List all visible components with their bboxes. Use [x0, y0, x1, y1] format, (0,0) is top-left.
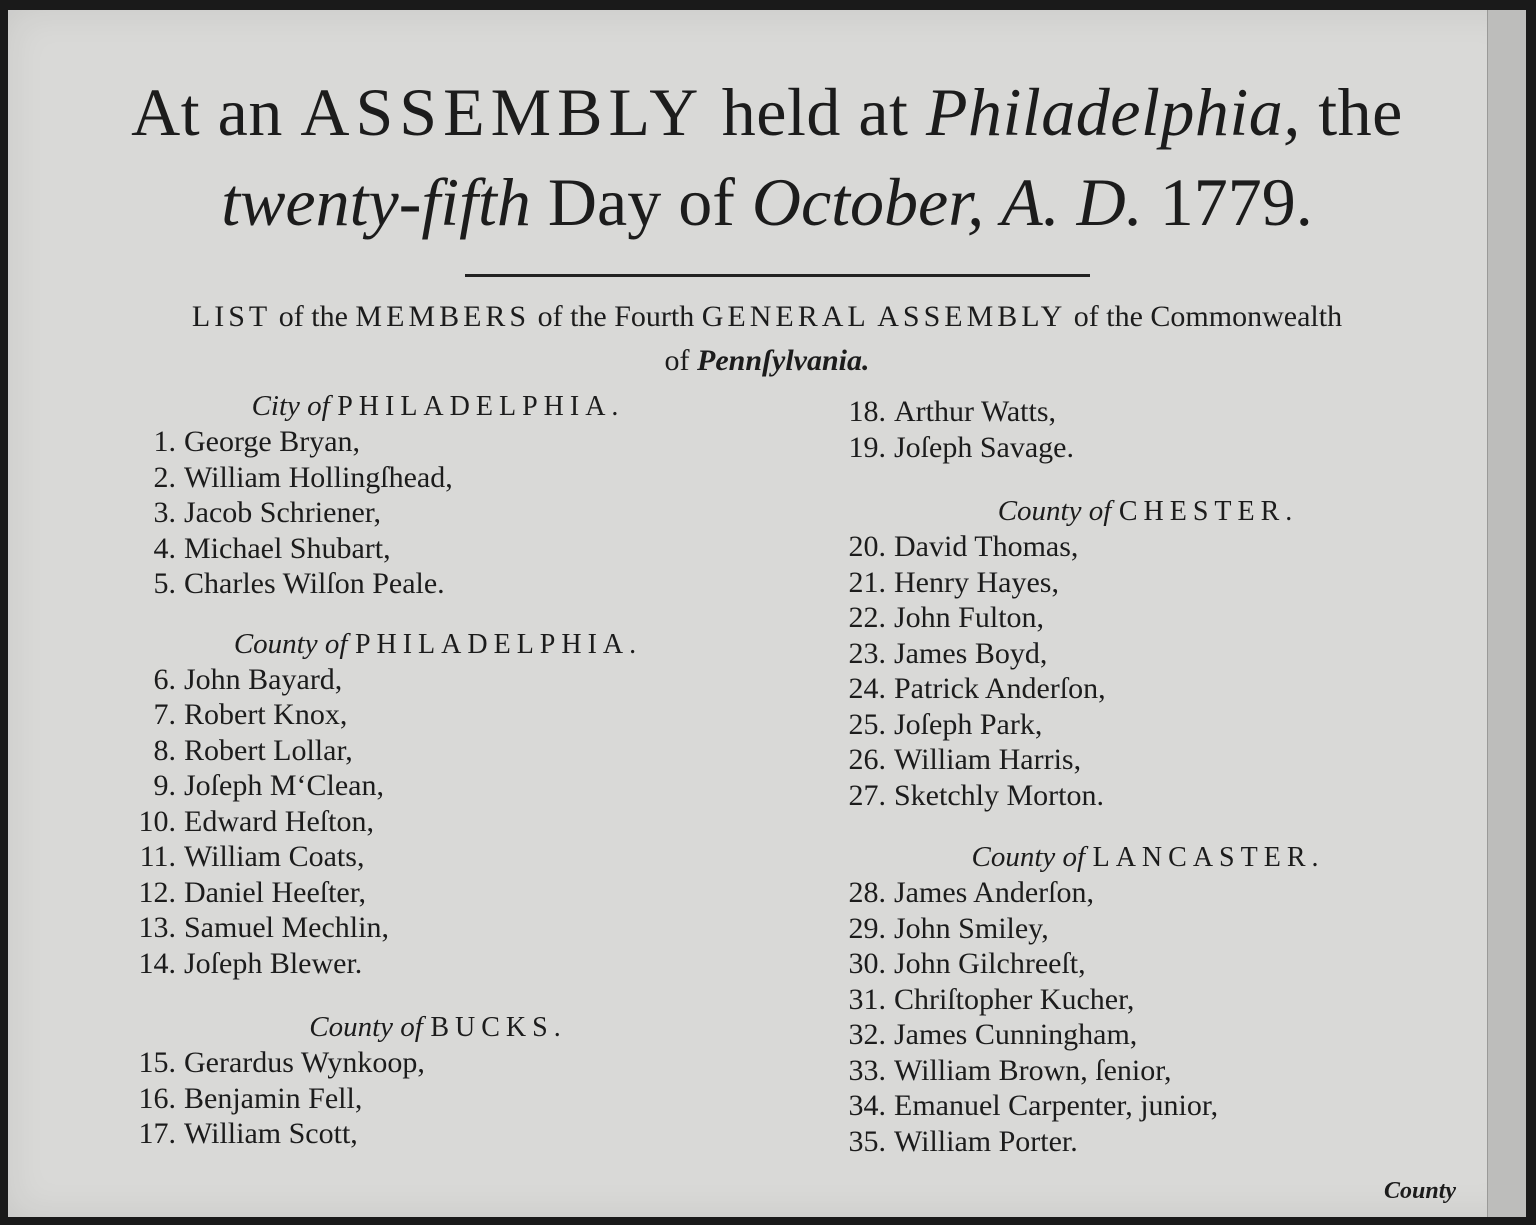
member-name: Robert Knox, — [184, 698, 348, 731]
member-entry — [828, 565, 1468, 601]
section-label: City of — [251, 390, 330, 422]
member-entry — [828, 707, 1468, 743]
member-number: 11. — [139, 840, 176, 873]
member-number: 13. — [138, 911, 176, 944]
member-name: John Smiley, — [894, 911, 1049, 945]
member-entry — [118, 1116, 758, 1152]
member-entry — [118, 531, 758, 567]
member-entry — [118, 946, 758, 982]
member-number: 18. — [848, 395, 886, 428]
subtitle-text: LIST — [191, 300, 272, 333]
member-number: 32. — [848, 1018, 886, 1051]
member-number: 30. — [848, 947, 886, 980]
member-entry — [828, 1088, 1468, 1124]
section-heading — [118, 388, 758, 424]
subtitle-line-2 — [8, 340, 1526, 382]
title-text: Philadelphia, — [925, 74, 1301, 150]
title-text: ASSEMBLY — [300, 74, 705, 150]
right-column — [828, 394, 1468, 1159]
member-name: Joſeph Blewer. — [184, 946, 363, 980]
member-name: James Anderſon, — [894, 876, 1094, 909]
member-number: 4. — [153, 531, 176, 565]
title-text: held at — [721, 74, 909, 150]
member-number: 3. — [153, 496, 176, 529]
member-entry — [118, 839, 758, 875]
title-text: October, — [751, 164, 985, 240]
member-number: 29. — [848, 911, 886, 945]
member-name: Benjamin Fell, — [184, 1081, 363, 1115]
member-name: James Cunningham, — [894, 1018, 1138, 1051]
left-column — [118, 388, 758, 1152]
member-entry — [118, 1045, 758, 1081]
document-page — [8, 10, 1526, 1217]
section-heading — [118, 1009, 758, 1045]
member-number: 12. — [138, 875, 176, 909]
section-place: CHESTER. — [1118, 496, 1299, 527]
subtitle-line-1 — [8, 296, 1526, 338]
subtitle-text: GENERAL — [701, 300, 870, 333]
title-line-1 — [8, 72, 1526, 152]
member-number: 21. — [848, 565, 886, 599]
subtitle-text: ASSEMBLY — [877, 300, 1067, 333]
title-text: twenty-fifth — [221, 164, 531, 240]
member-entry — [118, 733, 758, 769]
member-number: 17. — [138, 1117, 176, 1150]
member-number: 9. — [153, 769, 176, 802]
subtitle-text: of the Commonwealth — [1073, 300, 1343, 333]
catchword: County — [1384, 1178, 1457, 1204]
member-entry — [828, 430, 1468, 466]
section-label: County of — [971, 841, 1086, 873]
member-number: 8. — [153, 733, 176, 767]
subtitle-text: of — [664, 344, 690, 377]
member-entry — [828, 529, 1468, 565]
member-number: 31. — [848, 982, 886, 1016]
member-number: 20. — [848, 530, 886, 563]
member-name: Michael Shubart, — [184, 531, 391, 565]
member-number: 23. — [848, 636, 886, 670]
member-name: Sketchly Morton. — [894, 778, 1104, 812]
title-text: 1779. — [1159, 164, 1313, 240]
member-number: 19. — [848, 430, 886, 464]
member-name: Joſeph Park, — [894, 707, 1043, 741]
member-name: Henry Hayes, — [894, 565, 1059, 599]
member-entry — [828, 946, 1468, 982]
subtitle-text: Pennſylvania. — [697, 344, 870, 377]
member-number: 28. — [848, 876, 886, 909]
subtitle-text: of the Fourth — [537, 300, 695, 333]
subtitle-text: of the — [278, 300, 348, 333]
member-entry — [118, 875, 758, 911]
member-number: 16. — [138, 1081, 176, 1115]
member-number: 27. — [848, 778, 886, 812]
member-name: Daniel Heeſter, — [184, 875, 367, 909]
member-number: 5. — [153, 567, 176, 600]
member-name: William Brown, ſenior, — [894, 1053, 1172, 1087]
member-name: Joſeph M‘Clean, — [184, 769, 384, 802]
section-label: County of — [997, 495, 1112, 527]
member-name: Robert Lollar, — [184, 733, 353, 767]
member-name: William Porter. — [894, 1124, 1078, 1158]
member-entry — [828, 875, 1468, 911]
member-number: 1. — [153, 425, 176, 458]
member-entry — [828, 636, 1468, 672]
member-number: 26. — [848, 743, 886, 776]
member-name: Arthur Watts, — [894, 395, 1057, 428]
member-number: 15. — [138, 1046, 176, 1079]
member-entry — [118, 566, 758, 602]
member-name: Charles Wilſon Peale. — [184, 567, 445, 600]
member-entry — [828, 982, 1468, 1018]
member-entry — [828, 911, 1468, 947]
member-entry — [118, 1081, 758, 1117]
member-number: 14. — [138, 946, 176, 980]
member-entry — [828, 671, 1468, 707]
member-name: David Thomas, — [894, 530, 1079, 563]
member-number: 7. — [153, 698, 176, 731]
member-entry — [828, 1017, 1468, 1053]
member-number: 24. — [848, 672, 886, 705]
member-entry — [828, 1124, 1468, 1160]
section-heading — [828, 839, 1468, 875]
member-name: Jacob Schriener, — [184, 496, 382, 529]
member-entry — [118, 804, 758, 840]
member-entry — [118, 495, 758, 531]
title-text: At an — [131, 74, 283, 150]
member-entry — [828, 1053, 1468, 1089]
member-entry — [828, 600, 1468, 636]
section-place: BUCKS. — [430, 1012, 567, 1043]
member-name: Chriſtopher Kucher, — [894, 982, 1135, 1016]
section-heading — [828, 493, 1468, 529]
member-entry — [118, 662, 758, 698]
member-entry — [828, 778, 1468, 814]
member-name: Patrick Anderſon, — [894, 672, 1106, 705]
member-name: William Hollingſhead, — [184, 460, 453, 494]
member-name: John Gilchreeſt, — [894, 947, 1086, 980]
member-number: 25. — [848, 707, 886, 741]
member-number: 22. — [848, 601, 886, 634]
member-name: Gerardus Wynkoop, — [184, 1046, 425, 1079]
member-number: 6. — [153, 662, 176, 696]
member-entry — [118, 768, 758, 804]
member-entry — [828, 394, 1468, 430]
section-place: PHILADELPHIA. — [354, 628, 643, 660]
member-entry — [118, 424, 758, 460]
section-label: County of — [309, 1011, 423, 1043]
section-place: PHILADELPHIA. — [337, 391, 625, 422]
title-text: the — [1318, 74, 1403, 150]
member-entry — [118, 910, 758, 946]
member-number: 34. — [848, 1089, 886, 1122]
title-line-2 — [8, 162, 1526, 242]
section-heading — [118, 626, 758, 662]
member-number: 2. — [153, 460, 176, 494]
section-place: LANCASTER. — [1092, 842, 1325, 873]
member-number: 10. — [138, 804, 176, 838]
member-name: Samuel Mechlin, — [184, 911, 389, 944]
member-name: Edward Heſton, — [184, 804, 374, 838]
member-name: James Boyd, — [894, 636, 1048, 670]
member-name: John Bayard, — [184, 662, 343, 696]
member-name: William Coats, — [184, 840, 365, 873]
member-number: 35. — [848, 1124, 886, 1158]
member-number: 33. — [848, 1053, 886, 1087]
member-name: William Harris, — [894, 743, 1082, 776]
divider-rule — [465, 274, 1090, 277]
member-name: Joſeph Savage. — [894, 430, 1074, 464]
member-name: Emanuel Carpenter, junior, — [894, 1089, 1219, 1122]
title-text: A. D. — [1001, 164, 1143, 240]
member-entry — [118, 697, 758, 733]
section-label: County of — [233, 627, 348, 660]
title-text: Day of — [547, 164, 735, 240]
member-entry — [118, 460, 758, 496]
subtitle-text: MEMBERS — [355, 300, 531, 333]
member-entry — [828, 742, 1468, 778]
member-name: William Scott, — [184, 1117, 358, 1150]
member-name: John Fulton, — [894, 601, 1045, 634]
member-name: George Bryan, — [184, 425, 361, 458]
